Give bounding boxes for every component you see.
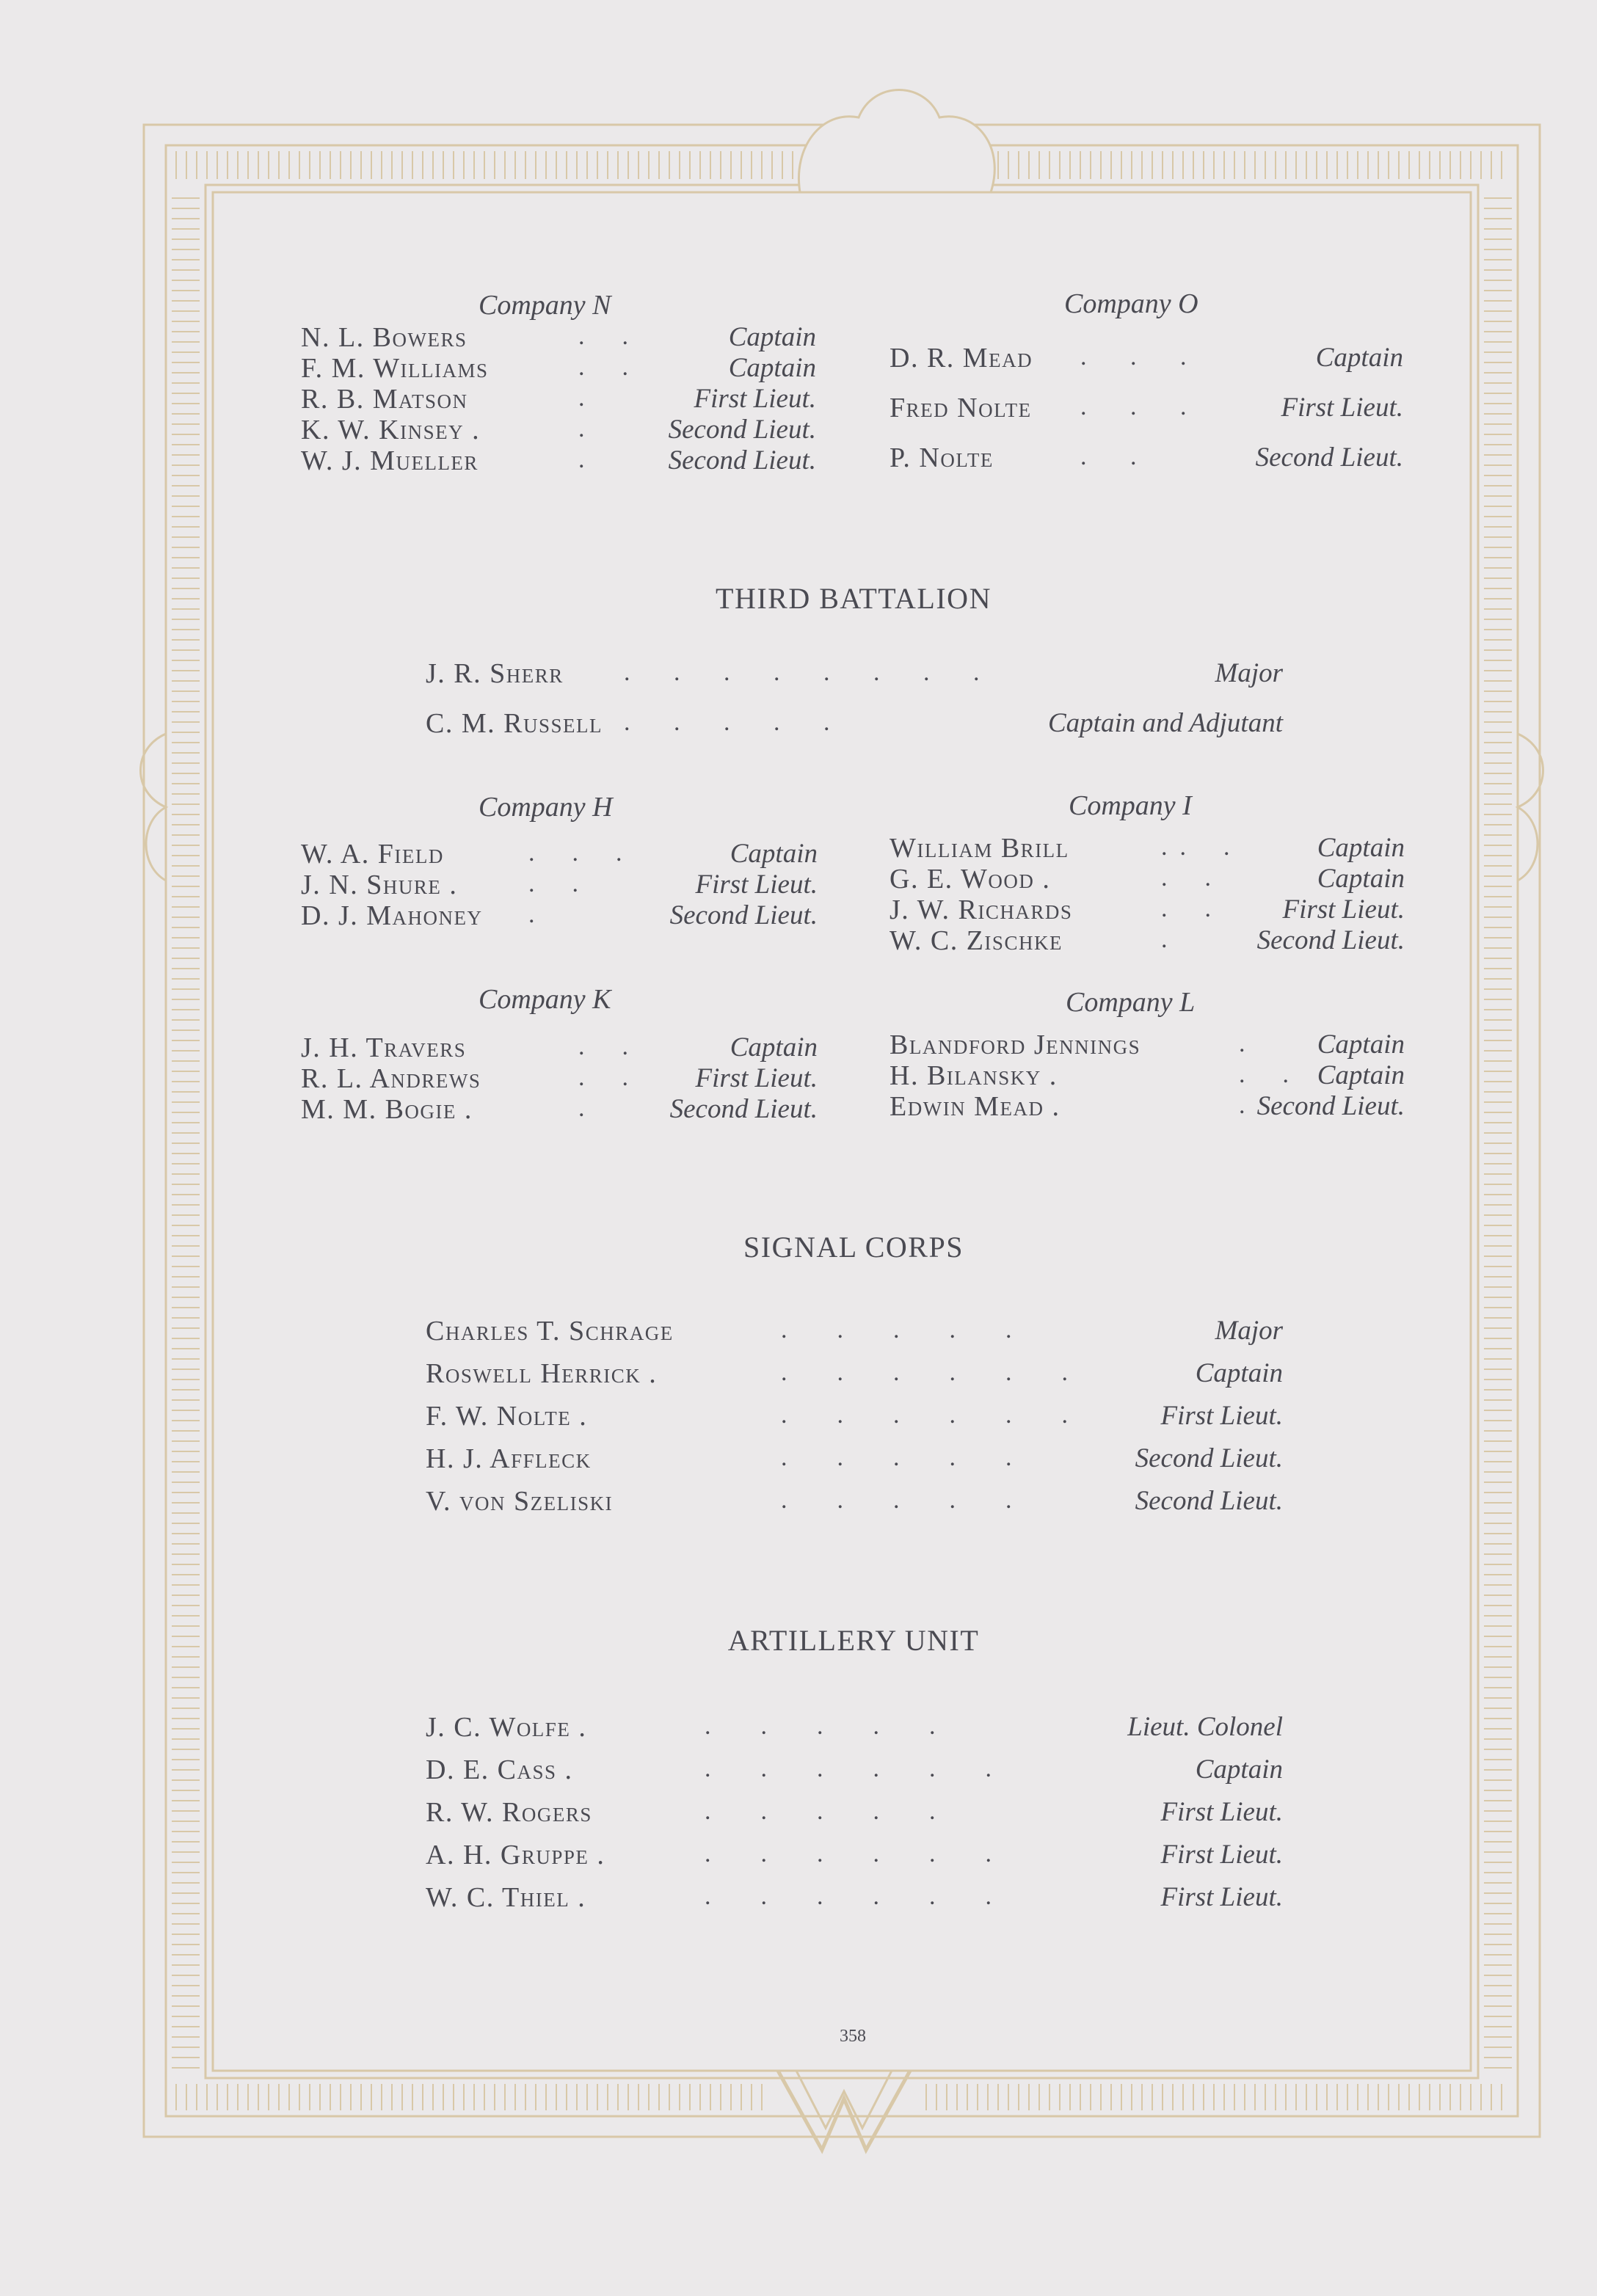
officer-name: W. J. Mueller: [301, 445, 479, 476]
officer-name: F. M. Williams: [301, 353, 489, 384]
leader-dots: . .: [578, 323, 628, 350]
officer-name: Edwin Mead .: [890, 1091, 1061, 1122]
officer-name: K. W. Kinsey .: [301, 415, 481, 445]
leader-dots: . . . . .: [781, 1316, 1012, 1344]
officer-rank: Second Lieut.: [669, 1094, 818, 1124]
officer-rank: First Lieut.: [1160, 1882, 1283, 1912]
officer-name: William Brill: [890, 833, 1069, 864]
leader-dots: . .: [1161, 864, 1211, 892]
officer-name: H. Bilansky .: [890, 1060, 1058, 1091]
officer-rank: Major: [1215, 658, 1283, 688]
officer-name: D. J. Mahoney: [301, 900, 483, 931]
officer-name: N. L. Bowers: [301, 322, 468, 353]
officer-rank: Second Lieut.: [1135, 1486, 1283, 1516]
officer-rank: Captain: [728, 353, 816, 383]
leader-dots: . . .: [1080, 343, 1187, 371]
officer-rank: Captain: [730, 1032, 818, 1063]
officer-rank: Major: [1215, 1316, 1283, 1346]
officer-rank: Captain: [1317, 833, 1405, 863]
officer-rank: Captain: [1317, 864, 1405, 894]
officer-rank: Captain: [1195, 1754, 1283, 1785]
officer-name: W. C. Zischke: [890, 925, 1063, 956]
leader-dots: . . . . . .: [781, 1402, 1068, 1429]
leader-dots: . . . . .: [781, 1487, 1012, 1514]
officer-name: J. H. Travers: [301, 1032, 467, 1063]
officer-name: W. A. Field: [301, 839, 444, 870]
officer-name: Blandford Jennings: [890, 1029, 1141, 1060]
officer-name: J. W. Richards: [890, 894, 1073, 925]
leader-dots: . . .: [528, 839, 622, 867]
artillery-unit-title: ARTILLERY UNIT: [727, 1624, 980, 1657]
officer-name: P. Nolte: [890, 442, 994, 473]
leader-dots: . .: [1161, 895, 1211, 922]
officer-name: Fred Nolte: [890, 393, 1032, 423]
officer-rank: Second Lieut.: [1135, 1443, 1283, 1473]
officer-rank: First Lieut.: [1160, 1401, 1283, 1431]
leader-dots: . . . . .: [705, 1798, 936, 1825]
leader-dots: .: [578, 415, 585, 442]
leader-dots: . . . . . .: [705, 1755, 992, 1782]
officer-rank: Second Lieut.: [668, 415, 816, 445]
officer-rank: First Lieut.: [1160, 1840, 1283, 1870]
company-h-heading: Company H: [479, 792, 613, 823]
officer-rank: First Lieut.: [1160, 1797, 1283, 1827]
officer-rank: Second Lieut.: [668, 445, 816, 475]
officer-name: H. J. Affleck: [426, 1443, 592, 1474]
officer-name: M. M. Bogie .: [301, 1094, 473, 1125]
leader-dots: .: [578, 385, 585, 412]
officer-name: A. H. Gruppe .: [426, 1840, 605, 1870]
officer-rank: First Lieut.: [695, 1063, 818, 1093]
company-n-heading: Company N: [479, 290, 611, 321]
leader-dots: . .: [578, 1064, 628, 1091]
officer-name: Charles T. Schrage: [426, 1316, 674, 1346]
officer-rank: First Lieut.: [694, 384, 816, 414]
signal-corps-title: SIGNAL CORPS: [743, 1231, 964, 1264]
officer-name: J. N. Shure .: [301, 870, 458, 900]
officer-rank: Lieut. Colonel: [1127, 1712, 1283, 1742]
leader-dots: .: [1239, 1092, 1245, 1119]
officer-rank: Captain: [1317, 1060, 1405, 1090]
company-l-heading: Company L: [1066, 987, 1196, 1018]
page-number: 358: [840, 2027, 866, 2046]
leader-dots: . .: [1239, 1061, 1289, 1088]
officer-rank: Captain and Adjutant: [1047, 708, 1283, 738]
officer-name: C. M. Russell: [426, 708, 603, 739]
officer-name: J. C. Wolfe .: [426, 1712, 587, 1743]
officer-name: G. E. Wood .: [890, 864, 1051, 894]
officer-rank: Captain: [1195, 1358, 1283, 1388]
leader-dots: . .: [1080, 443, 1137, 470]
officer-rank: Second Lieut.: [669, 900, 818, 930]
leader-dots: . . .: [1080, 393, 1187, 420]
officer-name: R. W. Rogers: [426, 1797, 592, 1828]
officer-name: V. von Szeliski: [426, 1486, 614, 1517]
officer-name: F. W. Nolte .: [426, 1401, 588, 1432]
officer-name: D. E. Cass .: [426, 1754, 573, 1785]
leader-dots: . . . . .: [705, 1713, 936, 1740]
leader-dots: . . . . .: [781, 1444, 1012, 1471]
leader-dots: .: [578, 446, 585, 473]
leader-dots: . . .: [1161, 834, 1230, 861]
officer-name: J. R. Sherr: [426, 658, 564, 689]
officer-rank: Captain: [1315, 343, 1403, 373]
officer-rank: Second Lieut.: [1255, 442, 1403, 473]
leader-dots: . . . . . . . .: [624, 659, 980, 686]
leader-dots: . . . . . .: [705, 1883, 992, 1910]
officer-rank: First Lieut.: [1281, 393, 1403, 423]
leader-dots: .: [1161, 926, 1168, 953]
company-o-heading: Company O: [1064, 288, 1198, 319]
third-battalion-title: THIRD BATTALION: [716, 582, 992, 615]
officer-rank: Second Lieut.: [1256, 1091, 1405, 1121]
officer-name: R. L. Andrews: [301, 1063, 481, 1094]
officer-name: D. R. Mead: [890, 343, 1033, 373]
leader-dots: .: [528, 901, 535, 928]
leader-dots: .: [578, 1095, 585, 1122]
leader-dots: . . . . . .: [705, 1840, 992, 1867]
leader-dots: . . . . . .: [781, 1359, 1068, 1386]
company-k-heading: Company K: [479, 984, 611, 1015]
officer-rank: Captain: [730, 839, 818, 869]
officer-rank: First Lieut.: [1282, 894, 1405, 925]
leader-dots: . .: [578, 1033, 628, 1060]
officer-rank: Captain: [728, 322, 816, 352]
officer-rank: First Lieut.: [695, 870, 818, 900]
officer-name: R. B. Matson: [301, 384, 468, 415]
leader-dots: . .: [578, 354, 628, 381]
leader-dots: .: [1239, 1030, 1245, 1057]
company-i-heading: Company I: [1069, 790, 1192, 821]
officer-name: W. C. Thiel .: [426, 1882, 586, 1913]
officer-rank: Captain: [1317, 1029, 1405, 1060]
leader-dots: . . . . .: [624, 709, 830, 736]
officer-name: Roswell Herrick .: [426, 1358, 658, 1389]
leader-dots: . .: [528, 870, 578, 897]
officer-rank: Second Lieut.: [1256, 925, 1405, 955]
